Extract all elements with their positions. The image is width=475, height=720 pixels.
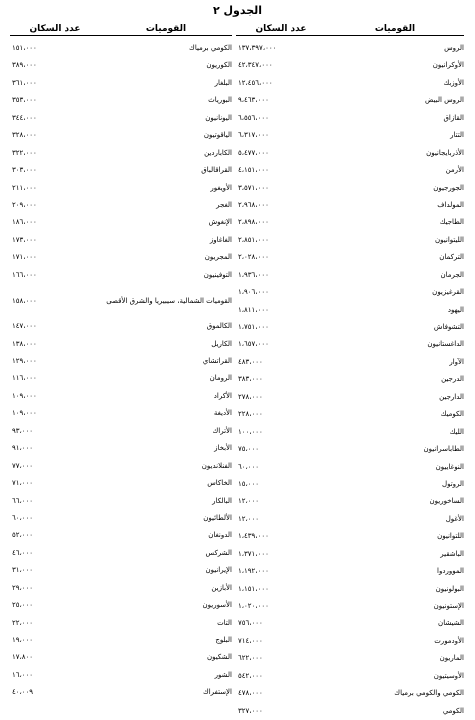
right-rows	[236, 40, 464, 720]
table-row	[10, 493, 232, 510]
nationality-cell: الغاغاوز	[209, 235, 232, 244]
nationality-cell: الأتراك	[212, 426, 232, 435]
nationality-cell: الأوزبك	[443, 78, 464, 87]
table-row	[236, 406, 464, 423]
table-row	[236, 441, 464, 458]
population-cell: ١٧١،٠٠٠	[12, 253, 37, 262]
population-cell: ١٩،٠٠٠	[12, 636, 34, 644]
table-row	[236, 685, 464, 702]
population-cell: ٢٠٩،٠٠٠	[12, 200, 37, 209]
nationality-cell: القرغيزيون	[432, 288, 464, 297]
population-cell: ١،٨١١،٠٠٠	[238, 305, 269, 314]
nationality-cell: الطاجيك	[439, 218, 464, 227]
nationality-cell: الأغول	[445, 514, 464, 523]
population-cell: ١٠٩،٠٠٠	[12, 391, 37, 400]
population-cell: ٣٤٤،٠٠٠	[12, 113, 37, 122]
table-row	[236, 459, 464, 476]
population-cell: ٥،٤٧٧،٠٠٠	[238, 148, 269, 157]
nationality-cell: الجورجيون	[433, 183, 464, 192]
table-row	[236, 75, 464, 92]
table-row	[236, 563, 464, 580]
population-cell: ٣٨٩،٠٠٠	[12, 61, 37, 70]
population-cell: ١١٦،٠٠٠	[12, 374, 37, 383]
population-cell: ٥٤٢،٠٠٠	[238, 671, 263, 680]
nationality-cell: التوفينيون	[203, 270, 232, 279]
table-row	[236, 371, 464, 388]
population-cell: ١٨٦،٠٠٠	[12, 218, 37, 227]
population-cell: ٣١،٠٠٠	[12, 566, 34, 575]
population-cell: ٢،٩٦٨،٠٠٠	[238, 200, 269, 209]
population-cell: ٣٦١،٠٠٠	[12, 78, 37, 87]
table-row	[10, 405, 232, 422]
nationality-cell: الروس	[444, 44, 464, 52]
nationality-cell: الكومي والكومي برمياك	[394, 689, 464, 698]
population-cell: ٣٢٧،٠٠٠	[238, 706, 263, 715]
table-row	[236, 633, 464, 650]
table-row	[236, 528, 464, 545]
population-cell: ١٣٨،٠٠٠	[12, 339, 37, 348]
population-cell: ٢،٠٢٨،٠٠٠	[238, 253, 269, 262]
nationality-cell: اليونانيون	[205, 113, 232, 122]
table-title: الجدول ٢	[212, 4, 263, 17]
table-row	[10, 667, 232, 684]
nationality-cell: الليتوانيون	[435, 235, 464, 244]
nationality-cell: المولداف	[437, 200, 464, 209]
population-cell: ٣٢٢،٠٠٠	[12, 148, 37, 157]
nationality-cell: الكاباردين	[204, 148, 232, 157]
table-row	[10, 684, 232, 701]
table-row	[236, 127, 464, 144]
population-cell: ١،٦٥٧،٠٠٠	[238, 340, 269, 349]
nationality-cell: الكاريل	[211, 339, 232, 348]
population-cell: ١،٩٠٦،٠٠٠	[238, 288, 269, 297]
nationality-cell: البالكار	[212, 496, 232, 505]
nationality-cell: الكوريون	[206, 61, 232, 70]
population-cell: ٣،٥٧١،٠٠٠	[238, 183, 269, 192]
population-cell: ٢٢،٠٠٠	[12, 618, 34, 627]
table-row	[10, 649, 232, 666]
nationality-cell: القراقالباق	[201, 166, 232, 175]
population-cell: ١٢،٠٠٠	[238, 497, 260, 506]
table-row	[236, 615, 464, 632]
table-row	[236, 336, 464, 353]
population-cell: ٣٢٨،٠٠٠	[12, 131, 37, 140]
table-row	[10, 127, 232, 144]
nationality-cell: اليهود	[447, 305, 464, 314]
population-cell: ٤،١٥١،٠٠٠	[238, 166, 269, 175]
left-rows	[10, 40, 232, 702]
table-row	[10, 249, 232, 266]
table-row	[10, 370, 232, 387]
nationalities-header: القوميات	[374, 24, 416, 34]
population-cell: ٩١،٠٠٠	[12, 444, 34, 453]
nationality-cell: التتار	[450, 131, 464, 140]
population-header: عدد السكان	[29, 24, 81, 34]
population-cell: ١٥٨،٠٠٠	[12, 297, 37, 306]
population-cell: ٢٢٨،٠٠٠	[238, 410, 263, 419]
nationality-cell: الكوميك	[440, 410, 464, 419]
nationalities-header: القوميات	[145, 24, 187, 34]
table-row	[236, 581, 464, 598]
population-cell: ١٦،٠٠٠	[12, 670, 34, 679]
table-row	[236, 180, 464, 197]
nationality-cell: المجريون	[204, 253, 232, 262]
table-row	[236, 493, 464, 510]
population-cell: ٧١،٠٠٠	[12, 479, 34, 488]
nationality-cell: الشكيون	[206, 653, 232, 662]
nationality-cell: الأبازين	[211, 583, 232, 592]
table-row	[10, 580, 232, 597]
right-column	[236, 20, 464, 720]
nationality-cell: البلوج	[215, 636, 232, 644]
nationality-cell: الشيشان	[438, 619, 464, 628]
population-cell: ١،٧٥١،٠٠٠	[238, 323, 269, 331]
population-cell: ١٢،٤٥٦،٠٠٠	[238, 78, 273, 87]
population-cell: ٤٨٣،٠٠٠	[238, 357, 263, 366]
population-cell: ٢،٨٩٨،٠٠٠	[238, 218, 269, 227]
table-row	[10, 440, 232, 457]
nationality-cell: الدرجين	[441, 375, 464, 384]
nationality-cell: الرومان	[209, 374, 232, 383]
left-column	[10, 20, 232, 702]
nationality-cell: الماريون	[439, 654, 464, 663]
table-row	[236, 319, 464, 336]
population-cell: ١٠٠،٠٠٠	[238, 427, 263, 436]
table-row	[10, 597, 232, 614]
table-row	[10, 336, 232, 353]
nationality-cell: الأكراد	[213, 391, 232, 400]
nationality-cell: القازاق	[443, 113, 464, 122]
nationality-cell: الخاكاس	[207, 479, 232, 488]
population-cell: ١٢٩،٠٠٠	[12, 357, 37, 365]
table-row	[10, 110, 232, 127]
table-row	[10, 214, 232, 231]
table-row	[10, 232, 232, 249]
nationality-cell: الأوسيتيون	[433, 671, 464, 680]
table-row	[236, 214, 464, 231]
table-row	[236, 703, 464, 720]
population-cell: ٤٧٨،٠٠٠	[238, 689, 263, 698]
nationality-cell: الكالموق	[206, 322, 232, 331]
population-cell: ٦،٣١٧،٠٠٠	[238, 131, 269, 140]
nationality-cell: الأسوريون	[202, 601, 232, 610]
table-row	[10, 318, 232, 335]
nationality-cell: الأودمورت	[434, 636, 464, 645]
table-row	[236, 511, 464, 528]
table-row	[236, 249, 464, 266]
table-row	[236, 389, 464, 406]
population-header: عدد السكان	[255, 24, 307, 34]
nationality-cell: الأذربايجانيون	[426, 148, 464, 157]
population-cell: ١،٣٧١،٠٠٠	[238, 549, 269, 558]
nationality-cell: الأبخاز	[214, 444, 232, 453]
table-row	[236, 668, 464, 685]
nationality-cell: الكومي	[442, 706, 464, 715]
table-row	[236, 57, 464, 74]
population-cell: ٢،٨٥١،٠٠٠	[238, 235, 269, 244]
nationality-cell: البولونيون	[435, 584, 464, 593]
nationality-cell: الإيرانيون	[205, 566, 232, 575]
table-row	[10, 197, 232, 214]
nationality-cell: الساخوريون	[429, 497, 464, 506]
table-row	[10, 615, 232, 632]
population-cell: ١٢،٠٠٠	[238, 514, 260, 523]
population-cell: ١٥،٠٠٠	[238, 479, 260, 488]
population-cell: ٦٦،٠٠٠	[12, 496, 34, 505]
population-cell: ١٥١،٠٠٠	[12, 44, 37, 52]
nationality-cell: الإنغوش	[208, 218, 232, 227]
table-row	[236, 284, 464, 301]
table-row	[236, 650, 464, 667]
nationality-cell: الطاباسرانيون	[423, 445, 464, 454]
nationality-cell: الأوكرانيون	[432, 61, 464, 70]
table-row	[10, 353, 232, 370]
population-cell: ١٣٧،٣٩٧،٠٠٠	[238, 44, 277, 52]
table-row	[10, 423, 232, 440]
table-row	[10, 162, 232, 179]
table-row	[236, 302, 464, 319]
nationality-cell: البلغار	[214, 78, 232, 87]
nationality-cell: الدارجين	[439, 392, 464, 401]
nationality-cell: الباشقير	[440, 549, 464, 558]
population-cell: ٩٣،٠٠٠	[12, 426, 34, 435]
nationality-cell: الليك	[449, 427, 464, 436]
nationality-cell: البورياث	[208, 96, 232, 105]
population-cell: ٣٥٣،٠٠٠	[12, 96, 37, 105]
table-row	[236, 92, 464, 109]
table-row	[10, 545, 232, 562]
population-cell: ٦٠،٠٠٠	[12, 513, 34, 522]
population-cell: ٤٠،٠٠٩	[12, 688, 34, 697]
population-cell: ٩،٤٦٣،٠٠٠	[238, 96, 269, 105]
population-cell: ٢٧٨،٠٠٠	[238, 392, 263, 401]
population-cell: ٦٠،٠٠٠	[238, 462, 260, 471]
table-row	[10, 388, 232, 405]
table-row	[236, 354, 464, 371]
nationality-cell: الغجر	[216, 200, 232, 209]
table-row	[10, 458, 232, 475]
table-row	[10, 267, 232, 284]
population-cell: ٢١١،٠٠٠	[12, 183, 37, 192]
table-row	[236, 267, 464, 284]
table-row	[10, 632, 232, 649]
population-cell: ٤٢،٣٤٧،٠٠٠	[238, 61, 273, 70]
table-row	[10, 562, 232, 579]
nationality-cell: الروتول	[442, 479, 464, 488]
nationality-cell: اللتوانيون	[437, 532, 464, 541]
population-cell: ٧٥،٠٠٠	[238, 445, 260, 454]
nationality-cell: الفنلانديون	[201, 461, 232, 470]
nationality-cell: الأديغة	[213, 409, 232, 418]
population-cell: ٣٨٣،٠٠٠	[238, 375, 263, 384]
table-row	[236, 232, 464, 249]
table-row	[236, 197, 464, 214]
column-header	[10, 20, 232, 36]
nationality-cell: الروس البيض	[425, 96, 464, 105]
nationality-cell: القراتشاي	[202, 357, 232, 365]
nationality-cell: الياقوتيون	[203, 131, 232, 140]
population-cell: ١٧،٨٠٠	[12, 653, 34, 662]
table-row	[236, 145, 464, 162]
population-cell: ١٧٣،٠٠٠	[12, 235, 37, 244]
population-cell: ٤٦،٠٠٠	[12, 548, 34, 557]
nationality-cell: الداغستانيون	[427, 340, 464, 349]
nationality-cell: النوغاييون	[435, 462, 464, 471]
table-row	[10, 510, 232, 527]
nationality-cell: الدونغان	[208, 531, 232, 540]
table-row	[10, 57, 232, 74]
nationality-cell: الأويغور	[210, 183, 232, 192]
table-row	[10, 475, 232, 492]
table-row	[10, 284, 232, 318]
population-cell: ٧٥٦،٠٠٠	[238, 619, 263, 628]
table-row	[236, 546, 464, 563]
population-cell: ١٦٦،٠٠٠	[12, 270, 37, 279]
table-row	[10, 527, 232, 544]
nationality-cell: الجرمان	[440, 270, 464, 279]
population-cell: ١٤٧،٠٠٠	[12, 322, 37, 331]
nationality-cell: المووردوا	[437, 567, 464, 576]
nationality-cell: التشوفاش	[433, 323, 464, 331]
population-cell: ٧٧،٠٠٠	[12, 461, 34, 470]
population-cell: ٦٢٢،٠٠٠	[238, 654, 263, 663]
table-row	[10, 145, 232, 162]
population-cell: ٣٠٣،٠٠٠	[12, 166, 37, 175]
table-row	[236, 40, 464, 57]
population-cell: ١،٩٣٦،٠٠٠	[238, 270, 269, 279]
table-row	[236, 476, 464, 493]
nationality-cell: الألطائيون	[203, 513, 232, 522]
column-header	[236, 20, 464, 36]
population-cell: ١٠٩،٠٠٠	[12, 409, 37, 418]
population-cell: ٢٥،٠٠٠	[12, 601, 34, 610]
population-cell: ١،٠٢٠،٠٠٠	[238, 602, 269, 610]
table-row	[236, 424, 464, 441]
population-cell: ٢٩،٠٠٠	[12, 583, 34, 592]
table-row	[10, 75, 232, 92]
population-cell: ١،١٩٢،٠٠٠	[238, 567, 269, 576]
nationality-cell: الأرمن	[445, 166, 464, 175]
nationality-cell: الإستونيون	[433, 602, 464, 610]
nationality-cell: الشركس	[205, 548, 232, 557]
nationality-cell: الشور	[214, 670, 232, 679]
nationality-cell: الآوار	[449, 357, 464, 366]
table-row	[10, 40, 232, 57]
nationality-cell: التات	[217, 618, 232, 627]
population-cell: ١،١٥١،٠٠٠	[238, 584, 269, 593]
population-cell: ١،٤٣٩،٠٠٠	[238, 532, 269, 541]
population-cell: ٦،٥٥٦،٠٠٠	[238, 113, 269, 122]
table-row	[10, 180, 232, 197]
nationality-cell: الإستفراك	[202, 688, 232, 697]
table-row	[236, 162, 464, 179]
nationality-cell: القوميات الشمالية، سيبيريا والشرق الأقصى	[106, 296, 232, 305]
table-row	[10, 92, 232, 109]
nationality-cell: الكومي برمياك	[189, 44, 232, 52]
population-cell: ٧١٤،٠٠٠	[238, 636, 263, 645]
table-row	[236, 110, 464, 127]
population-cell: ٥٢،٠٠٠	[12, 531, 34, 540]
nationality-cell: التركمان	[439, 253, 464, 262]
table-row	[236, 598, 464, 615]
